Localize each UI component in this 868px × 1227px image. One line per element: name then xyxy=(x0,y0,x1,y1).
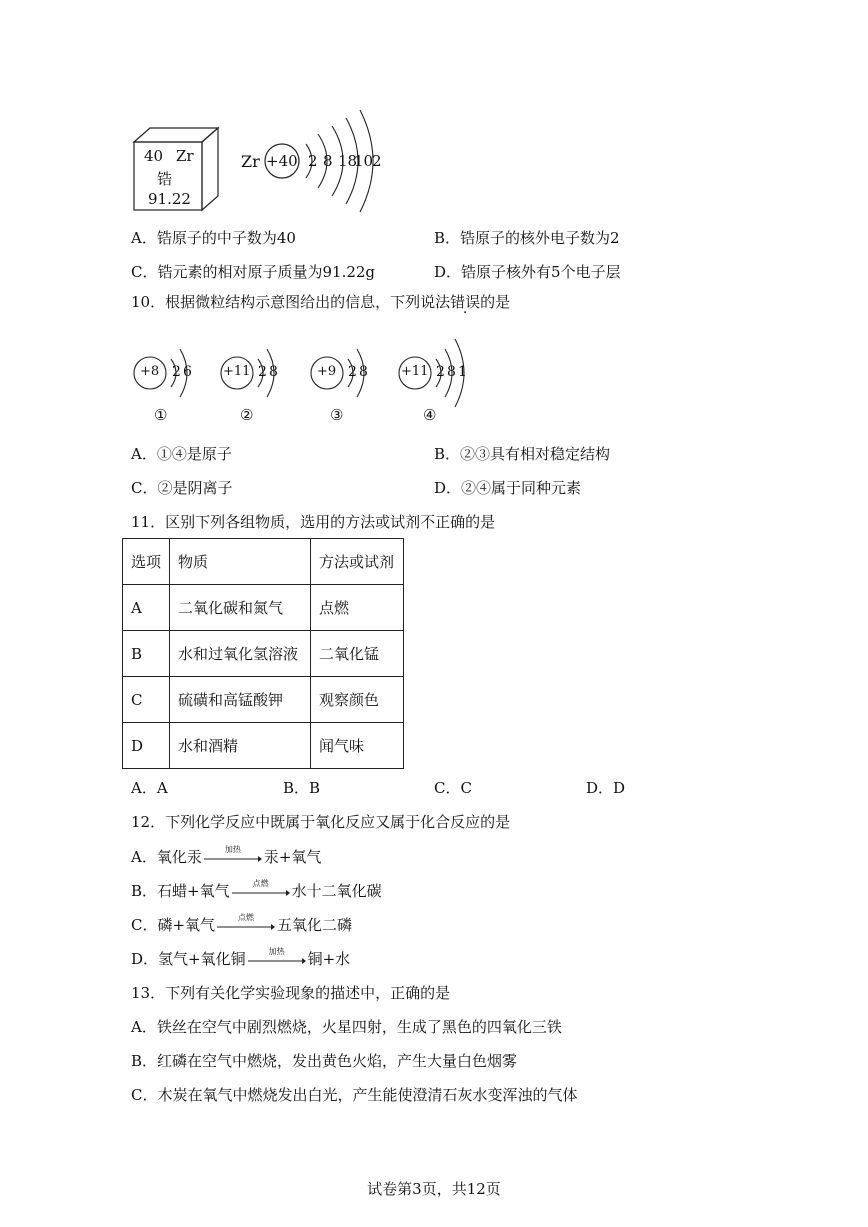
table-cell: 闻气味 xyxy=(311,723,404,769)
p3-label: ③ xyxy=(330,406,344,424)
p1-nucleus: +8 xyxy=(140,364,160,379)
table-row xyxy=(123,677,404,723)
p3-shell-2: 8 xyxy=(359,364,368,380)
table-cell: A xyxy=(123,585,170,631)
q10-stem-emphasis: 错误 xyxy=(450,293,481,311)
q11-option-b[interactable]: B．B xyxy=(283,779,321,797)
q12-option-a[interactable]: A．氧化汞 加热 汞+氧气 xyxy=(131,845,322,866)
page-footer: 试卷第3页，共12页 xyxy=(367,1180,501,1198)
element-cell-name: 锆 xyxy=(157,170,173,188)
q9-option-c[interactable]: C．锆元素的相对原子质量为91.22g xyxy=(131,263,376,281)
table-cell: D xyxy=(123,723,170,769)
p4-label: ④ xyxy=(423,406,437,424)
zr-shell-2: 8 xyxy=(323,152,333,170)
q9-option-a[interactable]: A．锆原子的中子数为40 xyxy=(131,229,296,247)
zr-diagram-symbol: Zr xyxy=(241,152,260,171)
p3-nucleus: +9 xyxy=(317,364,337,379)
q10-option-d[interactable]: D．②④属于同种元素 xyxy=(434,479,582,497)
reaction-arrow: 点燃 xyxy=(217,918,275,934)
zr-shell-3: 18 xyxy=(338,152,358,170)
p1-label: ① xyxy=(154,406,168,424)
reaction-arrow: 加热 xyxy=(248,952,306,968)
table-cell: 硫磺和高锰酸钾 xyxy=(170,677,311,723)
p4-shell-3: 1 xyxy=(458,364,467,380)
p1-shell-2: 6 xyxy=(183,364,192,380)
table-cell: 二氧化碳和氮气 xyxy=(170,585,311,631)
q10-option-a[interactable]: A．①④是原子 xyxy=(131,445,232,463)
element-cell-symbol: Zr xyxy=(176,147,194,165)
table-row xyxy=(123,723,404,769)
q11-option-c[interactable]: C．C xyxy=(434,779,472,797)
table-cell: 观察颜色 xyxy=(311,677,404,723)
q13-option-a[interactable]: A．铁丝在空气中剧烈燃烧，火星四射，生成了黑色的四氧化三铁 xyxy=(131,1018,562,1036)
table-header-cell: 选项 xyxy=(123,539,170,585)
table-cell: C xyxy=(123,677,170,723)
table-cell: 水和酒精 xyxy=(170,723,311,769)
element-cell-mass: 91.22 xyxy=(148,190,191,208)
q11-option-a[interactable]: A．A xyxy=(131,779,168,797)
q11-table xyxy=(122,538,404,769)
p1-shell-1: 2 xyxy=(172,364,181,380)
table-cell: 二氧化锰 xyxy=(311,631,404,677)
q9-option-b[interactable]: B．锆原子的核外电子数为2 xyxy=(434,229,620,247)
q13-stem: 13．下列有关化学实验现象的描述中，正确的是 xyxy=(131,984,451,1002)
table-cell: B xyxy=(123,631,170,677)
zr-shell-1: 2 xyxy=(308,152,318,170)
table-header-cell: 物质 xyxy=(170,539,311,585)
q10-option-c[interactable]: C．②是阴离子 xyxy=(131,479,233,497)
reaction-arrow: 加热 xyxy=(204,850,262,866)
p2-shell-1: 2 xyxy=(258,364,267,380)
p2-nucleus: +11 xyxy=(223,364,251,379)
q13-option-b[interactable]: B．红磷在空气中燃烧，发出黄色火焰，产生大量白色烟雾 xyxy=(131,1052,518,1070)
q11-stem: 11．区别下列各组物质，选用的方法或试剂不正确的是 xyxy=(131,513,496,531)
table-cell: 点燃 xyxy=(311,585,404,631)
reaction-arrow: 点燃 xyxy=(232,884,290,900)
table-header-cell: 方法或试剂 xyxy=(311,539,404,585)
p4-shell-1: 2 xyxy=(436,364,445,380)
q12-option-c[interactable]: C．磷+氧气 点燃 五氧化二磷 xyxy=(131,913,353,934)
element-cell-number: 40 xyxy=(144,147,164,165)
q13-option-c[interactable]: C．木炭在氧气中燃烧发出白光，产生能使澄清石灰水变浑浊的气体 xyxy=(131,1086,578,1104)
p3-shell-1: 2 xyxy=(348,364,357,380)
table-row xyxy=(123,585,404,631)
q12-option-b[interactable]: B．石蜡+氧气 点燃 水十二氧化碳 xyxy=(131,879,382,900)
q10-option-b[interactable]: B．②③具有相对稳定结构 xyxy=(434,445,611,463)
zr-shell-4: 10 xyxy=(354,152,374,170)
p4-shell-2: 8 xyxy=(447,364,456,380)
table-cell: 水和过氧化氢溶液 xyxy=(170,631,311,677)
p2-label: ② xyxy=(240,406,254,424)
table-row xyxy=(123,631,404,677)
q12-stem: 12．下列化学反应中既属于氧化反应又属于化合反应的是 xyxy=(131,813,511,831)
p2-shell-2: 8 xyxy=(269,364,278,380)
zr-shell-5: 2 xyxy=(372,152,382,170)
q9-option-d[interactable]: D．锆原子核外有5个电子层 xyxy=(434,263,621,281)
q12-option-d[interactable]: D．氢气+氧化铜 加热 铜+水 xyxy=(131,947,351,968)
p4-nucleus: +11 xyxy=(401,364,429,379)
q10-stem: 10．根据微粒结构示意图给出的信息，下列说法错误的是 xyxy=(131,293,511,311)
zr-nucleus: +40 xyxy=(266,152,298,170)
table-header-row xyxy=(123,539,404,585)
q11-option-d[interactable]: D．D xyxy=(586,779,626,797)
